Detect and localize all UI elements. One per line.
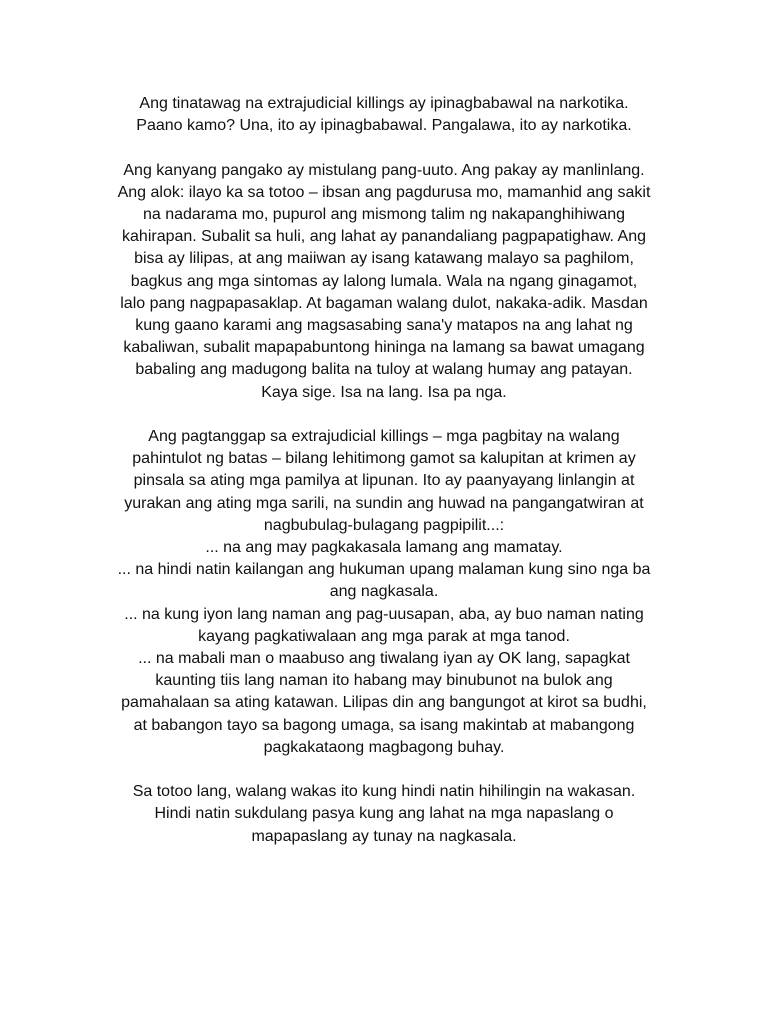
text-line: pinsala sa ating mga pamilya at lipunan. Ito ay paanyayang linlangin at <box>133 472 635 490</box>
text-line: Ang tinatawag na extrajudicial killings ay ipinagbabawal na narkotika. <box>139 95 629 112</box>
text-line: Ang kanyang pangako ay mistulang pang-uuto. Ang pakay ay manlinlang. <box>123 161 645 179</box>
text-line: kayang pagkatiwalaan ang mga parak at mga tanod. <box>198 627 570 645</box>
text-line: ... na ang may pagkakasala lamang ang mamatay. <box>205 539 563 557</box>
text-line: bisa ay lilipas, at ang maiiwan ay isang katawang malayo sa paghilom, <box>134 250 634 268</box>
text-line: babaling ang madugong balita na tuloy at walang humay ang patayan. <box>135 361 633 379</box>
text-line: ang nagkasala. <box>329 583 439 601</box>
text-line: Paano kamo? Una, ito ay ipinagbabawal. Pangalawa, ito ay narkotika. <box>136 117 632 135</box>
text-line: Hindi natin sukdulang pasya kung ang lahat na mga napaslang o <box>154 805 614 823</box>
text-line: mapapaslang ay tunay na nagkasala. <box>251 827 517 845</box>
text-line: lalo pang nagpapasaklap. At bagaman walang dulot, nakaka-adik. Masdan <box>120 294 648 312</box>
text-line: na nadarama mo, pupurol ang mismong talim ng nakapanghihiwang <box>142 206 626 223</box>
text-line: kung gaano karami ang magsasabing sana'y matapos na ang lahat ng <box>135 317 633 335</box>
text-line: Sa totoo lang, walang wakas ito kung hindi natin hihilingin na wakasan. <box>132 783 636 801</box>
text-line: nagbubulag-bulagang pagpipilit...: <box>263 516 505 534</box>
text-line: pahintulot ng batas – bilang lehitimong gamot sa kalupitan at krimen ay <box>132 450 636 468</box>
text-line: ... na mabali man o maabuso ang tiwalang iyan ay OK lang, sapagkat <box>138 650 630 668</box>
text-line: yurakan ang ating mga sarili, na sundin ang huwad na pangangatwiran at <box>124 494 644 512</box>
text-line: pagkakataong magbagong buhay. <box>263 738 505 756</box>
text-line: pamahalaan sa ating katawan. Lilipas din ang bangungot at kirot sa budhi, <box>121 694 647 712</box>
text-line: Ang pagtanggap sa extrajudicial killings – mga pagbitay na walang <box>148 428 620 446</box>
text-line: ... na kung iyon lang naman ang pag-uusapan, aba, ay buo naman nating <box>124 605 644 623</box>
text-line: kabaliwan, subalit mapapabuntong hininga na lamang sa bawat umagang <box>123 339 645 357</box>
text-line: kahirapan. Subalit sa huli, ang lahat ay panandaliang pagpapatighaw. Ang <box>122 228 646 246</box>
paragraph-4 <box>64 781 704 848</box>
document-body <box>64 93 704 848</box>
paragraph-1 <box>64 93 704 137</box>
text-line: at babangon tayo sa bagong umaga, sa isang makintab at mabangong <box>133 716 635 734</box>
paragraph-3 <box>64 426 704 759</box>
text-line: ... na hindi natin kailangan ang hukuman upang malaman kung sino nga ba <box>117 561 651 579</box>
paragraph-2 <box>64 160 704 404</box>
text-line: bagkus ang mga sintomas ay lalong lumala. Wala na ngang ginagamot, <box>130 272 638 290</box>
text-line: Kaya sige. Isa na lang. Isa pa nga. <box>261 383 507 401</box>
text-line: kaunting tiis lang naman ito habang may binubunot na bulok ang <box>155 672 613 690</box>
text-line: Ang alok: ilayo ka sa totoo – ibsan ang pagdurusa mo, mamanhid ang sakit <box>117 183 651 201</box>
